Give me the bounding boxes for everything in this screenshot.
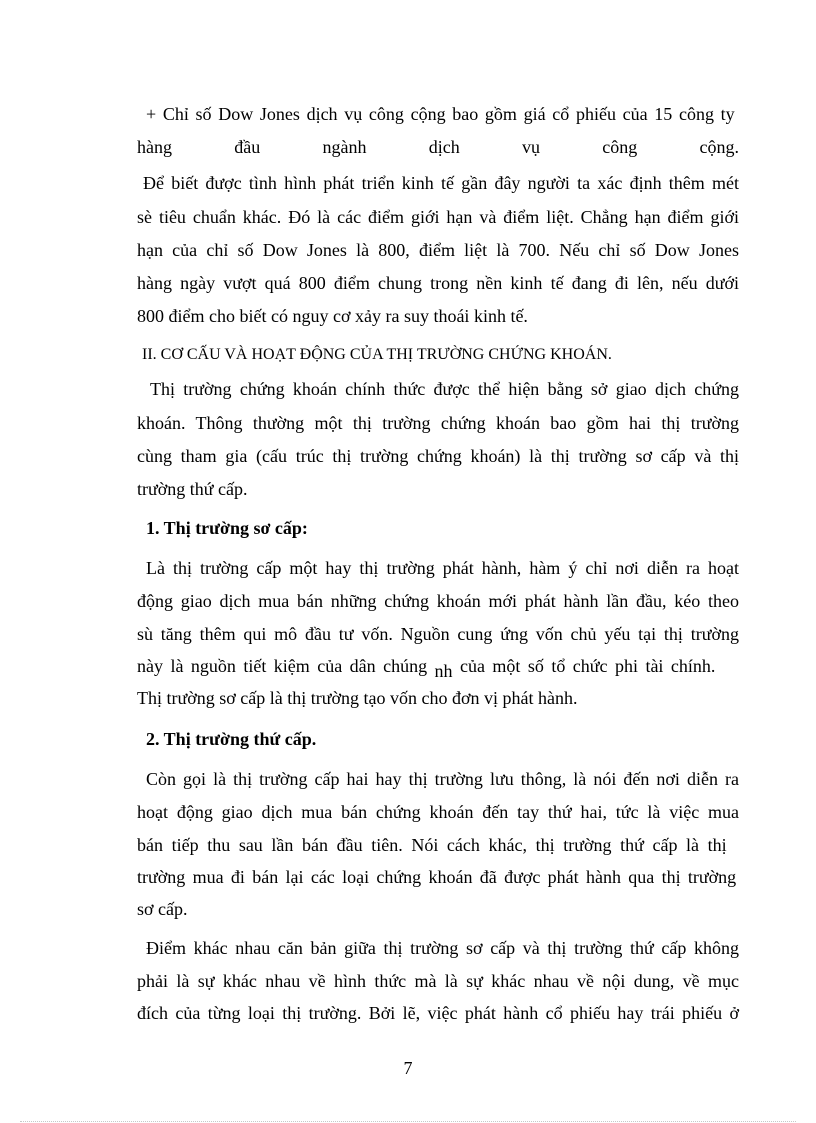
justified-line	[137, 136, 739, 158]
word: công	[602, 137, 638, 157]
text-line: Thị trường chứng khoán chính thức được thể hiện bằng sở giao dịch chứng	[150, 379, 739, 399]
word: ngành	[322, 137, 367, 157]
text-line: Là thị trường cấp một hay thị trường phát hành, hàm ý chỉ nơi diễn ra hoạt	[146, 558, 739, 578]
word: cộng.	[699, 137, 739, 157]
text-fragment: của một số tổ chức phi tài chính.	[452, 656, 716, 676]
text-line: hoạt động giao dịch mua bán chứng khoán đến tay thứ hai, tức là việc mua	[137, 802, 739, 822]
word: dịch	[428, 137, 460, 157]
subscript-fragment: nh	[434, 661, 453, 681]
text-line: khoán. Thông thường một thị trường chứng khoán bao gồm hai thị trường	[137, 413, 739, 433]
text-line: + Chỉ số Dow Jones dịch vụ công cộng bao gồm giá cổ phiếu của 15 công ty	[146, 104, 735, 124]
text-line: hạn của chỉ số Dow Jones là 800, điểm liệt là 700. Nếu chỉ số Dow Jones	[137, 240, 739, 260]
text-line: cùng tham gia (cấu trúc thị trường chứng khoán) là thị trường sơ cấp và thị	[137, 446, 739, 466]
text-fragment: này là nguồn tiết kiệm của dân chúng	[137, 656, 435, 676]
word: đầu	[234, 137, 261, 157]
word: vụ	[522, 137, 540, 157]
text-line: sơ cấp.	[137, 899, 188, 919]
text-line: sè tiêu chuẩn khác. Đó là các điểm giới hạn và điểm liệt. Chẳng hạn điểm giới	[137, 207, 739, 227]
text-line: Còn gọi là thị trường cấp hai hay thị trường lưu thông, là nói đến nơi diễn ra	[146, 769, 739, 789]
section-heading: II. CƠ CẤU VÀ HOẠT ĐỘNG CỦA THỊ TRƯỜNG CHỨNG KHOÁN.	[142, 346, 612, 363]
page-bottom-border	[20, 1121, 796, 1122]
text-line: trường thứ cấp.	[137, 479, 248, 499]
subsection-heading: 2. Thị trường thứ cấp.	[146, 729, 317, 749]
subsection-heading: 1. Thị trường sơ cấp:	[146, 518, 308, 538]
text-line: phải là sự khác nhau về hình thức mà là sự khác nhau về nội dung, về mục	[137, 971, 739, 991]
text-line: hàng ngày vượt quá 800 điểm chung trong nền kinh tế đang đi lên, nếu dưới	[137, 273, 739, 293]
word: hàng	[137, 137, 172, 157]
text-line	[137, 655, 739, 681]
text-line: đích của từng loại thị trường. Bởi lẽ, việc phát hành cổ phiếu hay trái phiếu ở	[137, 1003, 739, 1023]
page-number: 7	[403, 1058, 413, 1078]
text-line: Điểm khác nhau căn bản giữa thị trường sơ cấp và thị trường thứ cấp không	[146, 938, 739, 958]
text-line: Thị trường sơ cấp là thị trường tạo vốn cho đơn vị phát hành.	[137, 688, 578, 708]
text-line: Để biết được tình hình phát triển kinh tế gần đây người ta xác định thêm mét	[143, 173, 739, 193]
text-line: động giao dịch mua bán những chứng khoán mới phát hành lần đầu, kéo theo	[137, 591, 739, 611]
text-line: trường mua đi bán lại các loại chứng khoán đã được phát hành qua thị trường	[137, 867, 737, 887]
text-line: 800 điểm cho biết có nguy cơ xảy ra suy thoái kinh tế.	[137, 306, 528, 326]
text-line: bán tiếp thu sau lần bán đầu tiên. Nói cách khác, thị trường thứ cấp là thị	[137, 835, 727, 855]
text-line: sù tăng thêm qui mô đầu tư vốn. Nguồn cung ứng vốn chủ yếu tại thị trường	[137, 624, 739, 644]
